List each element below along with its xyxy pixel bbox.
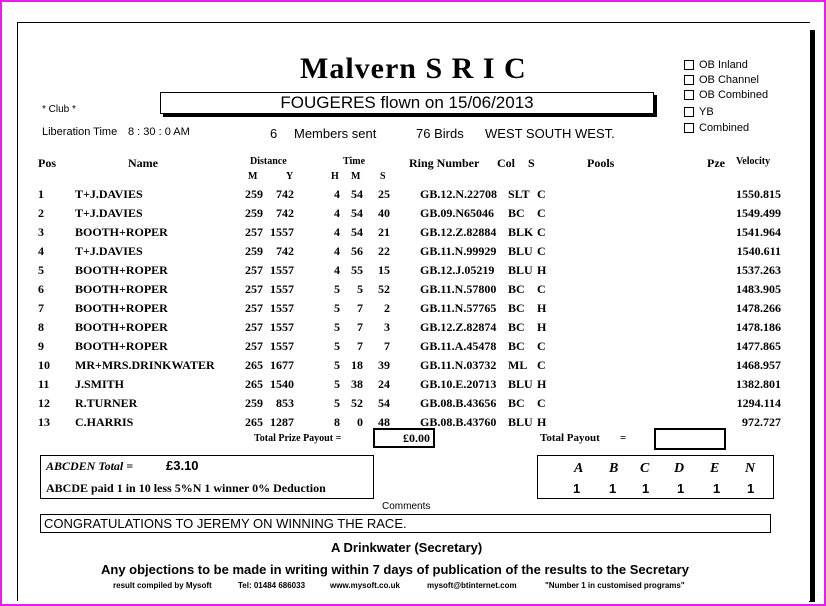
cell-h: 4 [334,225,340,239]
table-row [0,187,800,206]
cell-name: BOOTH+ROPER [75,263,168,277]
cell-pos: 7 [38,301,44,315]
cell-min: 38 [351,377,363,391]
pool-count: 1 [642,481,650,496]
cell-sex: C [537,339,546,353]
cell-ring: GB.11.N.57800 [420,282,497,296]
cell-s: 2 [384,301,390,315]
cell-velocity: 1294.114 [736,396,781,410]
cell-col: BC [508,282,525,296]
col-ring-number: Ring Number [409,156,480,170]
cell-velocity: 1540.611 [736,244,781,258]
cell-pos: 13 [38,415,50,429]
table-row [0,206,800,225]
cell-s: 40 [378,206,390,220]
pool-letter: C [640,461,650,476]
cell-s: 22 [378,244,390,258]
col-minutes: M [351,171,361,182]
cell-col: BC [508,206,525,220]
table-row [0,244,800,263]
pool-count: 1 [677,481,685,496]
col-prize: Pze [707,156,725,170]
cell-col: BLU [508,377,533,391]
email-link[interactable]: mysoft@btinternet.com [427,581,517,590]
pool-letter: A [574,461,584,476]
cell-ring: GB.11.N.99929 [420,244,497,258]
cell-min: 7 [357,339,363,353]
cell-h: 4 [334,263,340,277]
cell-pos: 8 [38,320,44,334]
option-label: OB Channel [699,73,759,86]
option-ob-channel[interactable] [684,73,759,86]
cell-m: 259 [245,187,263,201]
cell-m: 257 [245,301,263,315]
cell-name: T+J.DAVIES [75,206,143,220]
cell-col: BC [508,320,525,334]
cell-min: 7 [357,320,363,334]
table-row [0,225,800,244]
cell-col: BC [508,301,525,315]
cell-sex: H [537,415,547,429]
cell-y: 1557 [270,263,294,277]
cell-velocity: 1382.801 [736,377,781,391]
club-title: Malvern S R I C [300,52,527,85]
col-distance: Distance [250,156,287,167]
cell-col: ML [508,358,528,372]
cell-ring: GB.11.A.45478 [420,339,497,353]
comments-text: CONGRATULATIONS TO JEREMY ON WINNING THE RACE. [40,514,771,533]
cell-s: 3 [384,320,390,334]
col-hours: H [331,171,339,182]
cell-y: 1557 [270,320,294,334]
cell-min: 52 [351,396,363,410]
cell-h: 4 [334,206,340,220]
cell-m: 265 [245,358,263,372]
cell-velocity: 1483.905 [736,282,781,296]
table-row [0,320,800,339]
cell-pos: 10 [38,358,50,372]
pool-count: 1 [573,481,581,496]
cell-s: 54 [378,396,390,410]
pool-letter: B [609,461,619,476]
cell-col: SLT [508,187,530,201]
cell-y: 1557 [270,225,294,239]
cell-s: 39 [378,358,390,372]
cell-col: BLU [508,415,533,429]
pool-letter: E [710,461,720,476]
cell-name: J.SMITH [75,377,125,391]
col-yards: Y [286,171,294,182]
cell-min: 7 [357,301,363,315]
table-row [0,358,800,377]
cell-pos: 9 [38,339,44,353]
cell-y: 1557 [270,282,294,296]
cell-m: 259 [245,206,263,220]
cell-velocity: 1550.815 [736,187,781,201]
total-prize-value: £0.00 [373,428,435,448]
cell-sex: C [537,282,546,296]
table-row [0,377,800,396]
cell-name: C.HARRIS [75,415,134,429]
cell-sex: C [537,225,546,239]
cell-name: R.TURNER [75,396,138,410]
cell-y: 742 [276,206,294,220]
cell-y: 1677 [270,358,294,372]
cell-sex: H [537,320,547,334]
checkbox[interactable] [684,90,694,100]
col-velocity: Velocity [736,156,771,167]
cell-s: 48 [378,415,390,429]
cell-sex: C [537,396,546,410]
abcden-value: £3.10 [166,458,199,473]
cell-name: BOOTH+ROPER [75,320,168,334]
col-sex: S [528,156,535,170]
option-label: Combined [699,121,750,134]
secretary: A Drinkwater (Secretary) [331,540,483,555]
liberation-time: 8 : 30 : 0 AM [128,126,190,138]
cell-pos: 12 [38,396,50,410]
cell-sex: C [537,206,546,220]
cell-ring: GB.10.E.20713 [420,377,497,391]
cell-y: 1540 [270,377,294,391]
cell-ring: GB.08.B.43760 [420,415,497,429]
cell-name: BOOTH+ROPER [75,339,168,353]
club-label: * Club * [42,104,76,115]
cell-sex: C [537,358,546,372]
slogan: "Number 1 in customised programs" [545,581,685,590]
pool-count: 1 [713,481,721,496]
cell-name: BOOTH+ROPER [75,225,168,239]
telephone: Tel: 01484 686033 [238,581,306,590]
cell-pos: 1 [38,187,44,201]
cell-m: 257 [245,263,263,277]
cell-h: 4 [334,244,340,258]
cell-sex: H [537,301,547,315]
cell-h: 5 [334,377,340,391]
cell-name: MR+MRS.DRINKWATER [75,358,215,372]
cell-sex: H [537,377,547,391]
cell-name: T+J.DAVIES [75,244,143,258]
col-name: Name [128,156,158,170]
cell-m: 257 [245,225,263,239]
race-title: FOUGERES flown on 15/06/2013 [160,92,654,114]
cell-ring: GB.08.B.43656 [420,396,497,410]
cell-m: 259 [245,244,263,258]
pool-letter: N [745,461,756,476]
cell-s: 52 [378,282,390,296]
cell-y: 1557 [270,339,294,353]
cell-pos: 2 [38,206,44,220]
abcden-label: ABCDEN Total = [46,459,134,473]
cell-velocity: 1478.266 [736,301,781,315]
cell-min: 54 [351,187,363,201]
table-row [0,301,800,320]
cell-sex: C [537,187,546,201]
cell-name: T+J.DAVIES [75,187,143,201]
cell-sex: H [537,263,547,277]
checkbox[interactable] [684,123,694,133]
cell-h: 5 [334,320,340,334]
cell-y: 1557 [270,301,294,315]
cell-ring: GB.09.N65046 [420,206,495,220]
option-ob-combined[interactable] [684,88,768,101]
pool-letter: D [674,461,685,476]
cell-min: 0 [357,415,363,429]
birds-count: 76 Birds [416,126,464,141]
table-row [0,396,800,415]
cell-col: BLU [508,263,533,277]
cell-m: 257 [245,320,263,334]
cell-name: BOOTH+ROPER [75,282,168,296]
cell-m: 265 [245,415,263,429]
total-payout-eq: = [620,432,627,444]
cell-ring: GB.11.N.03732 [420,358,497,372]
cell-s: 25 [378,187,390,201]
objections-notice: Any objections to be made in writing within 7 days of publication of the results to the Secretary [101,562,689,577]
cell-h: 5 [334,358,340,372]
website-link[interactable]: www.mysoft.co.uk [330,581,400,590]
abcden-note: ABCDE paid 1 in 10 less 5%N 1 winner 0% Deduction [46,481,326,495]
col-seconds: S [380,171,386,182]
cell-pos: 4 [38,244,44,258]
option-label: YB [699,105,714,118]
total-payout-label: Total Payout [540,432,600,444]
table-row [0,282,800,301]
cell-col: BLK [508,225,534,239]
wind-direction: WEST SOUTH WEST. [485,126,615,141]
col-miles: M [248,171,258,182]
cell-s: 24 [378,377,390,391]
cell-sex: C [537,244,546,258]
cell-y: 1287 [270,415,294,429]
cell-min: 54 [351,206,363,220]
cell-pos: 6 [38,282,44,296]
cell-ring: GB.11.N.57765 [420,301,497,315]
col-pos: Pos [38,156,56,170]
comments-label: Comments [382,501,431,512]
cell-m: 259 [245,396,263,410]
pool-count: 1 [609,481,617,496]
liberation-label: Liberation Time [42,126,118,138]
cell-min: 56 [351,244,363,258]
cell-pos: 11 [38,377,50,391]
cell-y: 742 [276,187,294,201]
cell-ring: GB.12.N.22708 [420,187,498,201]
cell-col: BLU [508,244,533,258]
cell-ring: GB.12.J.05219 [420,263,495,277]
cell-min: 5 [357,282,363,296]
option-ob-inland[interactable] [684,58,748,71]
cell-velocity: 1477.865 [736,339,781,353]
cell-velocity: 1549.499 [736,206,781,220]
cell-name: BOOTH+ROPER [75,301,168,315]
pools-box [537,455,774,499]
table-row [0,339,800,358]
table-row [0,263,800,282]
cell-min: 54 [351,225,363,239]
col-pools: Pools [587,156,615,170]
total-prize-label: Total Prize Payout = [254,433,342,444]
cell-h: 5 [334,396,340,410]
cell-h: 5 [334,282,340,296]
cell-pos: 3 [38,225,44,239]
col-time: Time [343,156,366,167]
cell-pos: 5 [38,263,44,277]
checkbox[interactable] [684,60,694,70]
cell-ring: GB.12.Z.82874 [420,320,497,334]
cell-ring: GB.12.Z.82884 [420,225,497,239]
cell-s: 15 [378,263,390,277]
cell-h: 8 [334,415,340,429]
option-yb[interactable] [684,105,714,118]
cell-s: 7 [384,339,390,353]
cell-col: BC [508,396,525,410]
cell-col: BC [508,339,525,353]
cell-m: 257 [245,339,263,353]
pool-count: 1 [747,481,755,496]
total-payout-value [654,428,726,450]
checkbox[interactable] [684,75,694,85]
members-label: Members sent [294,126,377,141]
cell-h: 5 [334,339,340,353]
members-count: 6 [270,126,278,141]
option-label: OB Combined [699,88,769,101]
cell-velocity: 972.727 [742,415,781,429]
option-combined[interactable] [684,121,749,134]
option-label: OB Inland [699,58,748,71]
cell-y: 853 [276,396,294,410]
cell-s: 21 [378,225,390,239]
col-colour: Col [497,156,515,170]
cell-velocity: 1478.186 [736,320,781,334]
cell-velocity: 1468.957 [736,358,781,372]
cell-velocity: 1541.964 [736,225,781,239]
cell-velocity: 1537.263 [736,263,781,277]
cell-min: 55 [351,263,363,277]
cell-h: 5 [334,301,340,315]
cell-m: 257 [245,282,263,296]
cell-m: 265 [245,377,263,391]
compiled-by: result compiled by Mysoft [113,581,212,590]
cell-min: 18 [351,358,363,372]
cell-y: 742 [276,244,294,258]
checkbox[interactable] [684,107,694,117]
cell-h: 4 [334,187,340,201]
